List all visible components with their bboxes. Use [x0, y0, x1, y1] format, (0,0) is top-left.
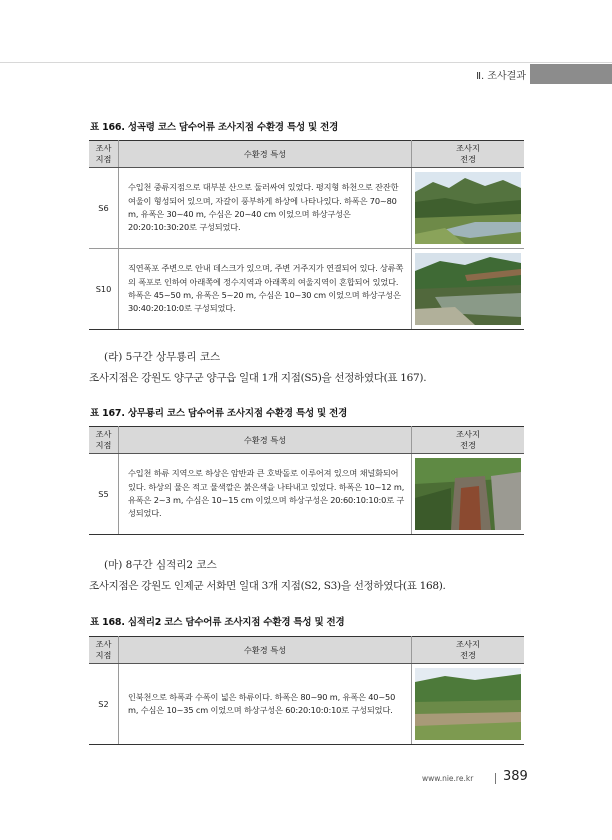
table-row [89, 168, 524, 249]
col-photo-header: 조사지 전경 [412, 637, 525, 664]
col-site-header: 조사 지점 [89, 637, 119, 664]
col-photo-header: 조사지 전경 [412, 427, 525, 454]
table-caption-168: 표 168. 심적리2 코스 담수어류 조사지점 수환경 특성 및 전경 [90, 617, 345, 628]
footer-url: www.nie.re.kr [422, 774, 474, 783]
section-heading: (라) 5구간 상무룡리 코스 [104, 351, 221, 363]
section-heading: (마) 8구간 심적리2 코스 [104, 559, 217, 571]
section-body: 조사지점은 강원도 양구군 양구읍 일대 1개 지점(S5)을 선정하였다(표 167). [89, 372, 427, 384]
chapter-title: Ⅱ. 조사결과 [476, 70, 526, 82]
site-description: 인북천으로 하폭과 수폭이 넓은 하류이다. 하폭은 80~90 m, 유폭은 40~50 m, 수심은 10~35 cm 이었으며 하상구성은 60:20:10:0:10로 구성되었다. [119, 664, 412, 745]
table-header [89, 141, 524, 168]
col-env-header: 수환경 특성 [119, 637, 412, 664]
table-168 [89, 636, 524, 745]
table-166 [89, 140, 524, 330]
col-env-header: 수환경 특성 [119, 141, 412, 168]
col-site-header: 조사 지점 [89, 427, 119, 454]
chapter-tab [530, 64, 612, 84]
site-code: S10 [89, 249, 119, 330]
table-row [89, 249, 524, 330]
section-body: 조사지점은 강원도 인제군 서화면 일대 3개 지점(S2, S3)을 선정하였다(표 168). [89, 580, 446, 592]
col-photo-header: 조사지 전경 [412, 141, 525, 168]
site-photo-s10 [415, 253, 521, 325]
table-167 [89, 426, 524, 535]
table-header [89, 637, 524, 664]
site-description: 수입천 중류지점으로 대부분 산으로 둘러싸여 있었다. 평지형 하천으로 잔잔한 여울이 형성되어 있으며, 자갈이 풍부하게 하상에 나타나있다. 하폭은 70~80 m, 유폭은 30~40 m, 수심은 20~40 cm 이었으며 하상구성은 20:20:10:30:20로 구성되었다. [119, 168, 412, 249]
site-photo-s5 [415, 458, 521, 530]
table-row [89, 454, 524, 535]
col-site-header: 조사 지점 [89, 141, 119, 168]
site-code: S6 [89, 168, 119, 249]
site-photo-s2 [415, 668, 521, 740]
site-description: 수입천 하류 지역으로 하상은 암반과 큰 호박돌로 이루어져 있으며 채널화되어 있다. 하상의 물은 적고 물색깔은 붉은색을 나타내고 있었다. 하폭은 10~12 m, 유폭은 2~3 m, 수심은 10~15 cm 이었으며 하상구성은 20:60:10:10:0로 구성되었다. [119, 454, 412, 535]
site-code: S2 [89, 664, 119, 745]
table-caption-167: 표 167. 상무룡리 코스 담수어류 조사지점 수환경 특성 및 전경 [90, 408, 348, 419]
col-env-header: 수환경 특성 [119, 427, 412, 454]
site-code: S5 [89, 454, 119, 535]
site-photo-s6 [415, 172, 521, 244]
page-number: 389 [503, 769, 528, 784]
site-description: 직연폭포 주변으로 안내 데스크가 있으며, 주변 거주지가 연결되어 있다. 상류쪽의 폭포로 인하여 아래쪽에 정수지역과 아래쪽의 여울지역이 혼합되어 있었다. 하폭은 45~50 m, 유폭은 5~20 m, 수심은 10~30 cm 이었으며 하상구성은 30:40:20:10:0로 구성되었다. [119, 249, 412, 330]
header-rule [0, 62, 612, 63]
footer-divider [495, 773, 496, 784]
table-row [89, 664, 524, 745]
table-header [89, 427, 524, 454]
table-caption-166: 표 166. 성곡령 코스 담수어류 조사지점 수환경 특성 및 전경 [90, 122, 339, 133]
